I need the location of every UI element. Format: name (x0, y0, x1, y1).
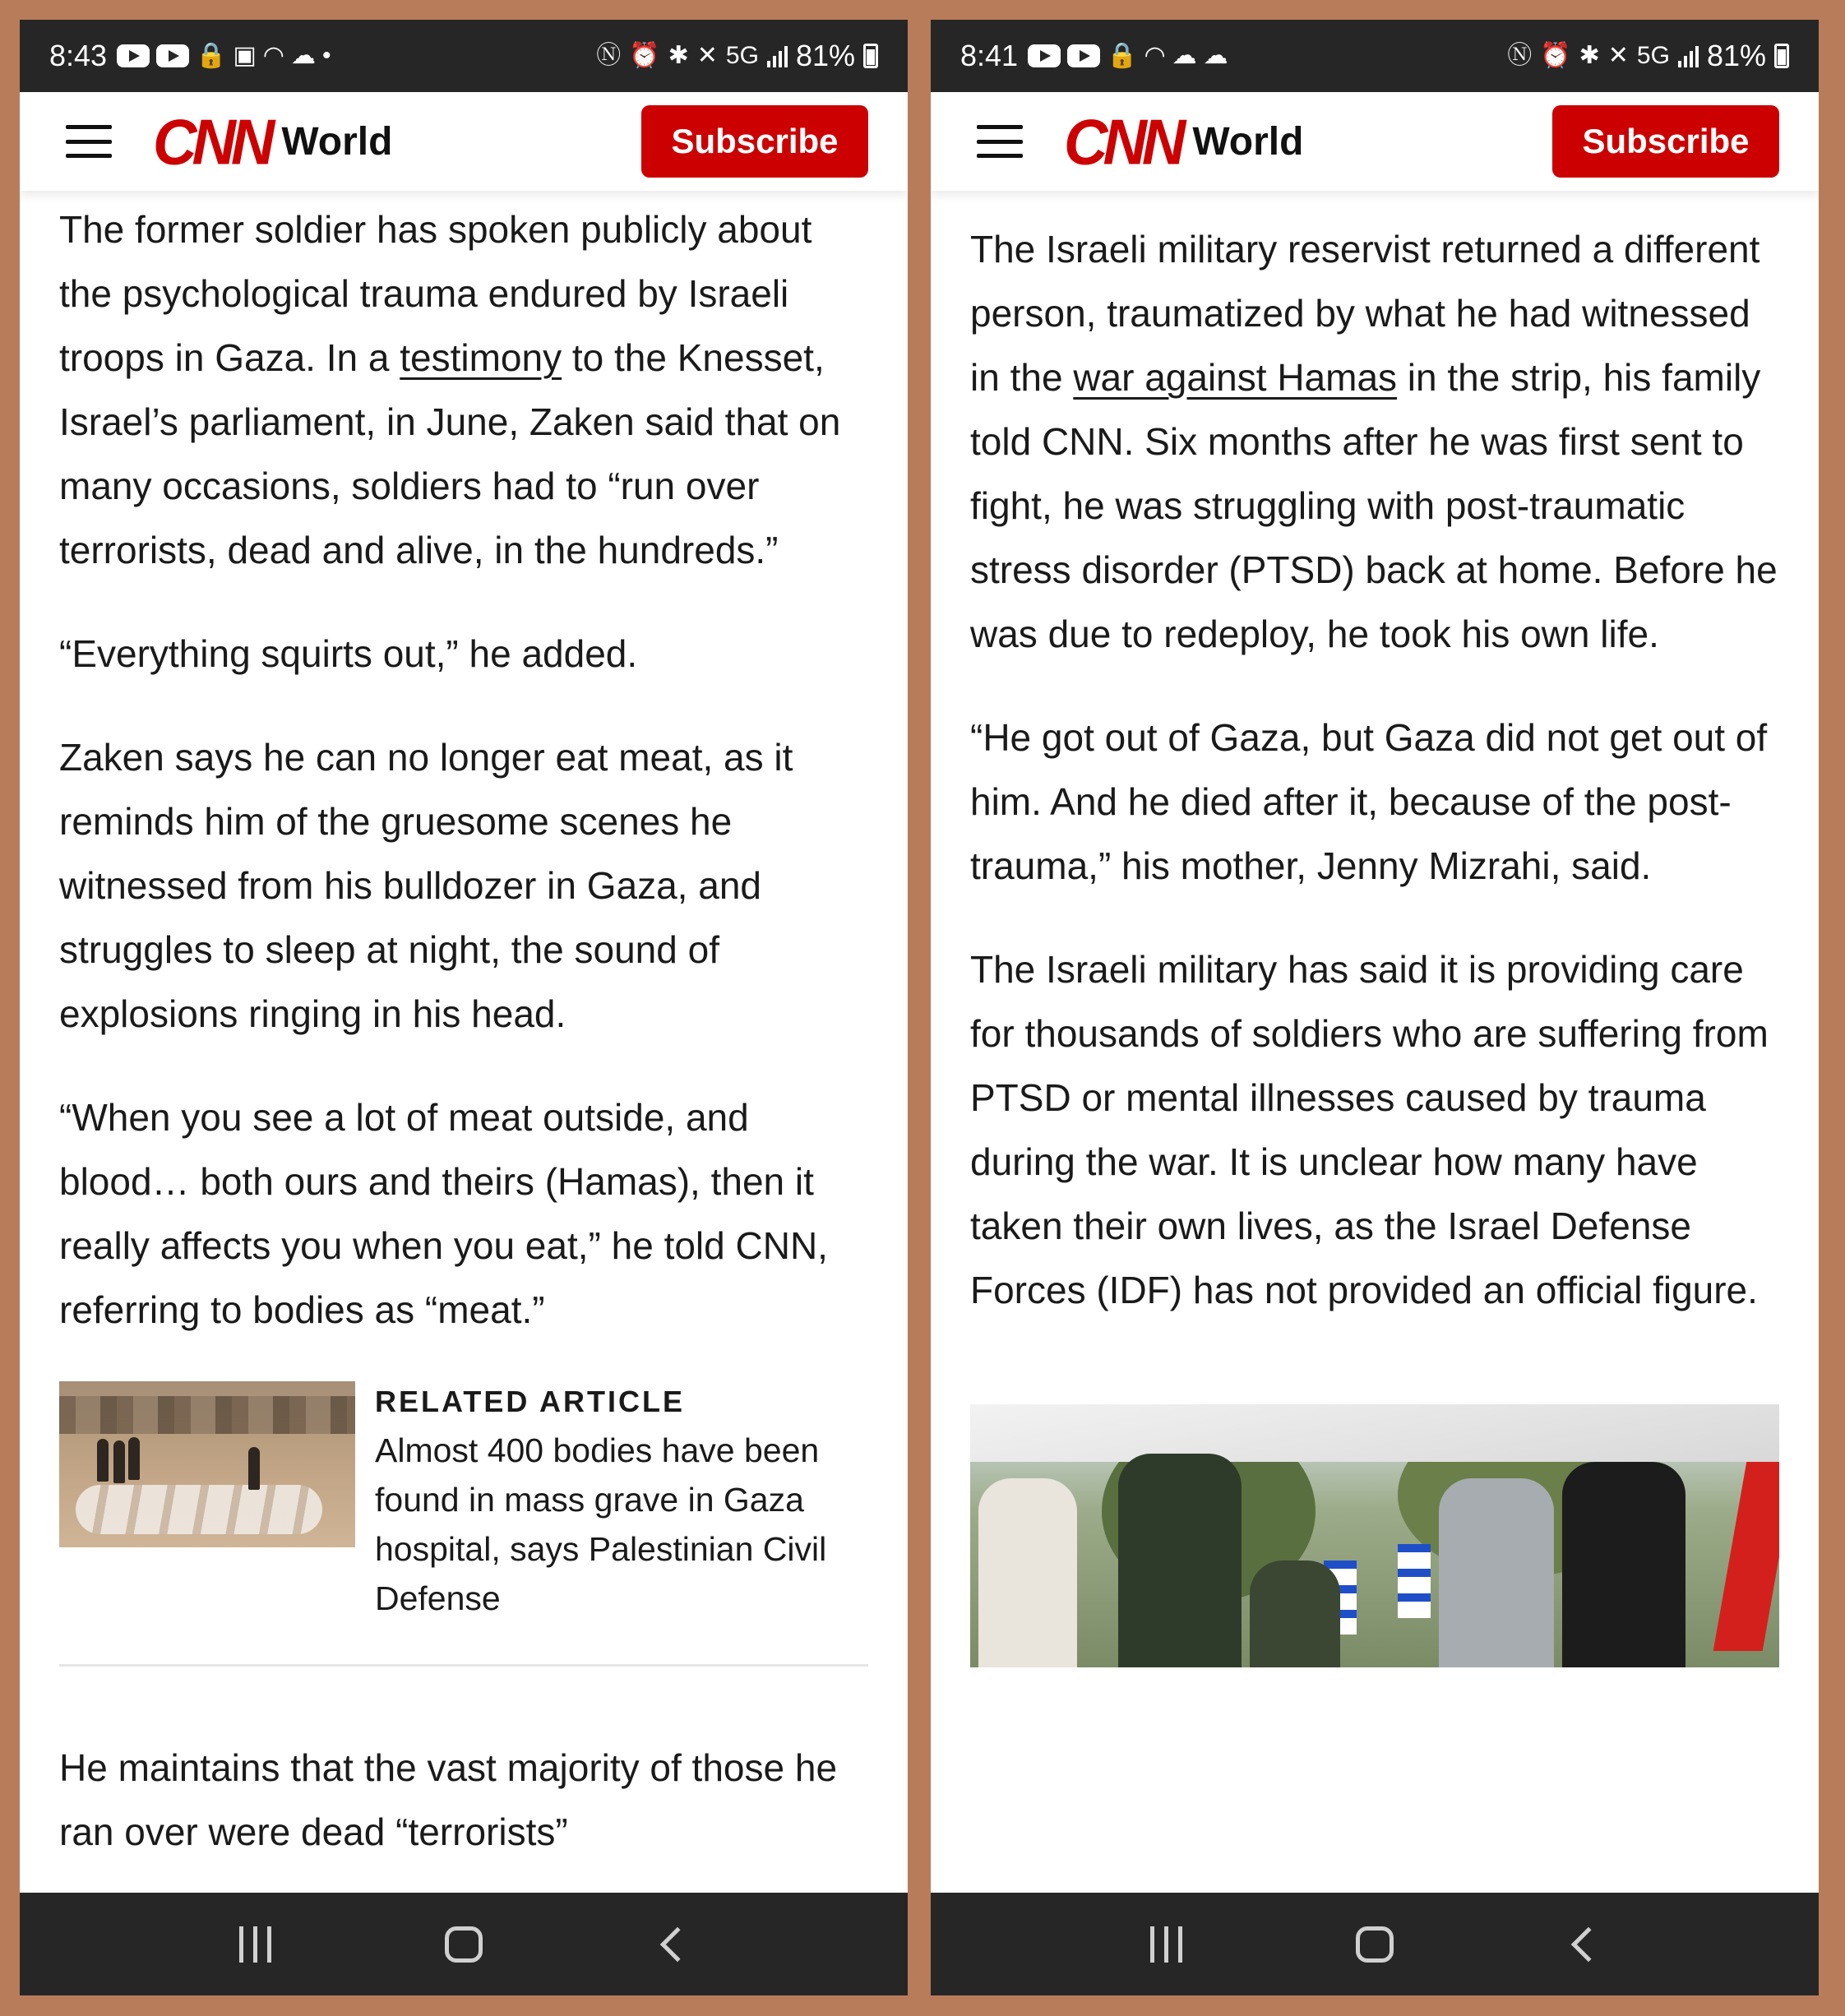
article-paragraph: “Everything squirts out,” he added. (59, 632, 638, 675)
signal-icon (767, 44, 788, 67)
site-header (931, 92, 1819, 191)
related-article-title[interactable]: Almost 400 bodies have been found in mass grave in Gaza hospital, says Palestinian Civil Defense (375, 1431, 827, 1617)
article-body[interactable] (20, 191, 908, 1893)
hamburger-icon[interactable] (977, 125, 1023, 158)
subscribe-button[interactable]: Subscribe (641, 105, 868, 178)
wifi-icon: ◠ (262, 42, 284, 69)
cloud-icon: ☁ (1172, 42, 1197, 69)
battery-percent: 81% (795, 39, 855, 72)
battery-icon (1774, 44, 1789, 68)
network-type: 5G (1636, 42, 1670, 69)
youtube-icon (1067, 44, 1100, 67)
article-paragraph: “When you see a lot of meat outside, and blood… both ours and theirs (Hamas), then it really affects you when you eat,” he told CNN, referring to bodies as “meat.” (59, 1096, 828, 1331)
paragraph-text: The Israeli military reservist returned a different person, traumatized by what he had witnessed in the (970, 228, 1760, 399)
recents-icon[interactable] (1134, 1912, 1200, 1977)
war-against-hamas-link[interactable]: war against Hamas (1073, 356, 1398, 399)
status-bar (931, 20, 1819, 92)
paragraph-text: The former soldier has spoken publicly about the psychological trauma endured by Israeli troops in Gaza. In a (59, 208, 812, 379)
article-paragraph (59, 197, 868, 582)
paragraph-text: in the strip, his family told CNN. Six months after he was first sent to fight, he was struggling with post-traumatic stress disorder (PTSD) back at home. Before he was due to redeploy, he took his own life. (970, 356, 1778, 655)
youtube-icon (156, 44, 189, 67)
article-paragraph: He maintains that the vast majority of those he ran over were dead “terrorists” (59, 1746, 838, 1853)
cloud-icon: ☁ (290, 42, 316, 69)
status-time: 8:41 (960, 39, 1019, 72)
gallery-icon: ▣ (233, 42, 257, 69)
section-name: World (1192, 119, 1304, 164)
article-body[interactable] (931, 191, 1819, 1893)
site-header (20, 92, 908, 191)
related-article-thumbnail[interactable] (59, 1381, 355, 1547)
alarm-icon: ⏰ (1540, 42, 1571, 69)
testimony-link[interactable]: testimony (400, 336, 562, 379)
battery-percent: 81% (1706, 39, 1766, 72)
recents-icon[interactable] (223, 1912, 289, 1977)
navigation-bar (20, 1893, 908, 1995)
status-bar (20, 20, 908, 92)
bluetooth-icon: ✱ (1579, 42, 1600, 69)
nfc-icon: Ⓝ (596, 42, 622, 69)
mute-icon: ✕ (696, 42, 718, 69)
cloud-icon: ☁ (1203, 42, 1228, 69)
paragraph-text: to the Knesset, Israel’s parliament, in June, Zaken said that on many occasions, soldiers had to “run over terrorists, dead and alive, in the hundreds.” (59, 336, 841, 571)
youtube-icon (1028, 44, 1061, 67)
back-icon[interactable] (1550, 1912, 1616, 1977)
nfc-icon: Ⓝ (1507, 42, 1533, 69)
wifi-icon: ◠ (1144, 42, 1166, 69)
back-icon[interactable] (639, 1912, 705, 1977)
article-paragraph: “He got out of Gaza, but Gaza did not get out of him. And he died after it, because of the post-trauma,” his mother, Jenny Mizrahi, said. (970, 716, 1768, 887)
subscribe-button[interactable]: Subscribe (1552, 105, 1779, 178)
phone-screen-left (20, 20, 908, 1995)
home-icon[interactable] (1342, 1912, 1408, 1977)
cnn-logo[interactable] (153, 107, 392, 177)
related-article-label: RELATED ARTICLE (375, 1385, 685, 1418)
mute-icon: ✕ (1607, 42, 1629, 69)
cnn-wordmark: CNN (153, 105, 271, 178)
battery-icon (863, 44, 878, 68)
section-name: World (281, 119, 393, 164)
hamburger-icon[interactable] (66, 125, 112, 158)
article-paragraph: The Israeli military has said it is providing care for thousands of soldiers who are suffering from PTSD or mental illnesses caused by trauma during the war. It is unclear how many have taken their own lives, as the Israel Defense Forces (IDF) has not provided an official figure. (970, 948, 1769, 1311)
cnn-logo[interactable] (1064, 107, 1303, 177)
youtube-icon (117, 44, 150, 67)
lock-icon: 🔒 (196, 42, 227, 69)
status-time: 8:43 (49, 39, 108, 72)
phone-screen-right (931, 20, 1819, 1995)
article-paragraph (970, 217, 1779, 666)
bluetooth-icon: ✱ (668, 42, 689, 69)
cnn-wordmark: CNN (1064, 105, 1181, 178)
navigation-bar (931, 1893, 1819, 1995)
lock-icon: 🔒 (1107, 42, 1138, 69)
home-icon[interactable] (431, 1912, 497, 1977)
alarm-icon: ⏰ (629, 42, 660, 69)
signal-icon (1678, 44, 1699, 67)
article-paragraph: Zaken says he can no longer eat meat, as it reminds him of the gruesome scenes he witnessed from his bulldozer in Gaza, and struggles to sleep at night, the sound of explosions ringing in his head. (59, 736, 793, 1035)
dot-icon: • (321, 42, 331, 69)
network-type: 5G (725, 42, 759, 69)
related-article-card[interactable] (59, 1381, 868, 1667)
article-photo[interactable] (970, 1404, 1779, 1667)
